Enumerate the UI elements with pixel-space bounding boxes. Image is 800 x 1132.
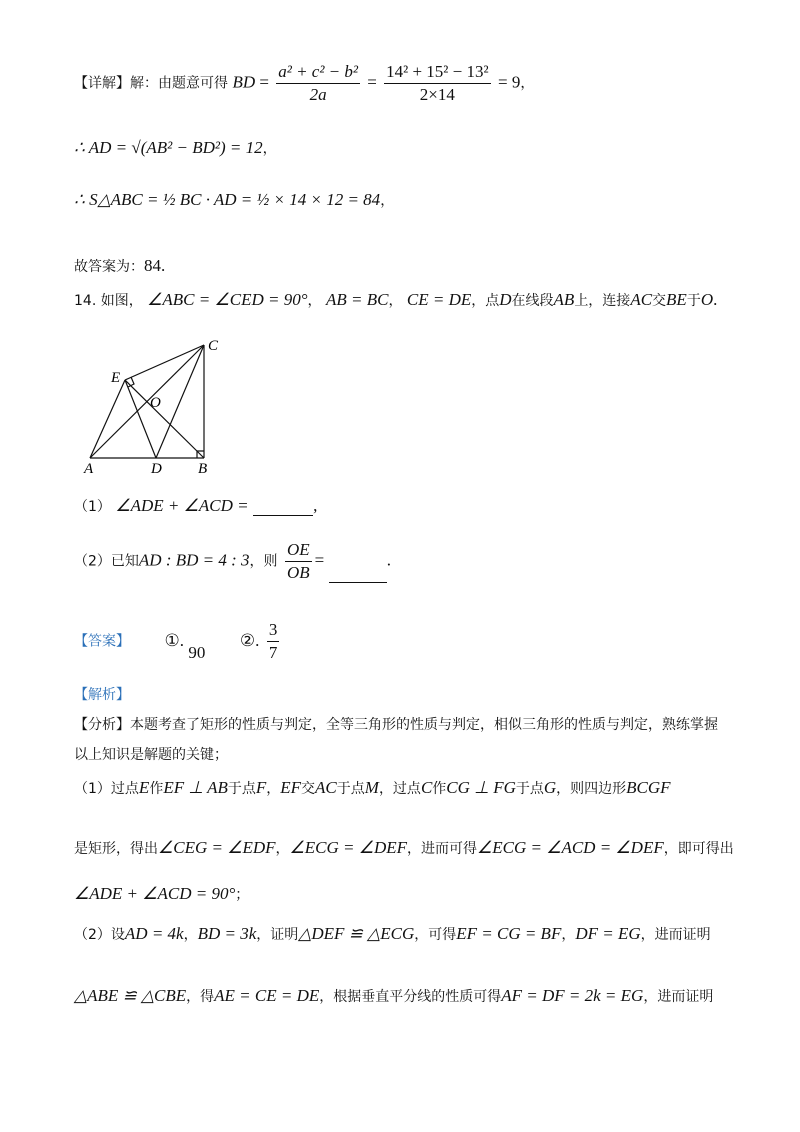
label-b: B (198, 461, 208, 475)
cosine-formula-fraction: $\frac{\text{a² + c² − b²}}{2a}$ (278, 62, 358, 104)
segment-dc (156, 345, 204, 458)
analysis-part1-line3: ∠ADE + ∠ACD = 90°； (74, 884, 250, 903)
detail-line-bd: 【详解】解：由题意可得 BD = $\frac{\text{a² + c² − b²}}{2a}$ = $\frac{\text{14² + 15² − 13²}}{2\times 14}$ = 9， (74, 62, 535, 104)
detail-line-area: ∴ S△ABC = ½ BC · AD = ½ × 14 × 12 = 84， (74, 190, 395, 209)
question-14: 14. 如图， ∠ABC = ∠CED = 90°， AB = BC， CE = DE，点D在线段AB上，连接AC交BE于O. (74, 290, 718, 309)
answer-blank-2 (329, 582, 387, 583)
detail-line-ad: ∴ AD = √(AB² − BD²) = 12， (74, 138, 277, 157)
answer-blank-1 (253, 515, 313, 516)
detail-intro: 解：由题意可得 (130, 75, 228, 92)
geometry-figure (80, 335, 230, 475)
analysis-summary-1: 【分析】本题考查了矩形的性质与判定，全等三角形的性质与判定，相似三角形的性质与判定，熟练掌握 (74, 717, 718, 733)
analysis-part1-line1: （1）过点E作EF ⊥ AB于点F，EF交AC于点M，过点C作CG ⊥ FG于点G，则四边形BCGF (74, 778, 671, 797)
detail-answer: 故答案为：84. (74, 256, 166, 275)
label-c: C (208, 338, 219, 354)
label-o: O (150, 395, 161, 411)
analysis-part2-line1: （2）设AD = 4k，BD = 3k，证明△DEF ≌ △ECG，可得EF = CG = BF，DF = EG，进而证明 (74, 924, 711, 943)
analysis-part1-line2: 是矩形，得出∠CEG = ∠EDF，∠ECG = ∠DEF，进而可得∠ECG = ∠ACD = ∠DEF，即可得出 (74, 838, 734, 857)
oe-ob-fraction: $\frac{OE}{OB}$ (287, 540, 310, 582)
subquestion-1: （1） ∠ADE + ∠ACD = , (74, 496, 318, 515)
analysis-part2-line2: △ABE ≌ △CBE，得AE = CE = DE，根据垂直平分线的性质可得AF = DF = 2k = EG，进而证明 (74, 986, 714, 1005)
analysis-summary-2: 以上知识是解题的关键； (74, 747, 228, 763)
numeric-fraction: $\frac{\text{14² + 15² − 13²}}{2\times 14}$ (386, 62, 489, 104)
segment-eb (125, 380, 204, 458)
segment-ae (90, 380, 125, 458)
detail-tag: 【详解】 (74, 75, 130, 92)
label-e: E (111, 370, 121, 386)
subquestion-2: （2）已知AD : BD = 4 : 3，则 $\frac{OE}{OB}$ = . (74, 540, 391, 582)
bd-result: = 9 (498, 72, 521, 92)
answer-fraction: $\frac{3}{7}$ (268, 620, 278, 662)
label-a: A (84, 461, 94, 475)
answer-line: 【答案】 ①. 90 ②. $\frac{3}{7}$ (74, 620, 278, 662)
label-d: D (151, 461, 162, 475)
segment-ec (125, 345, 204, 380)
answer-tag: 【答案】 (74, 633, 130, 650)
bd-lhs: BD (232, 72, 256, 92)
analysis-tag: 【解析】 (74, 687, 130, 703)
